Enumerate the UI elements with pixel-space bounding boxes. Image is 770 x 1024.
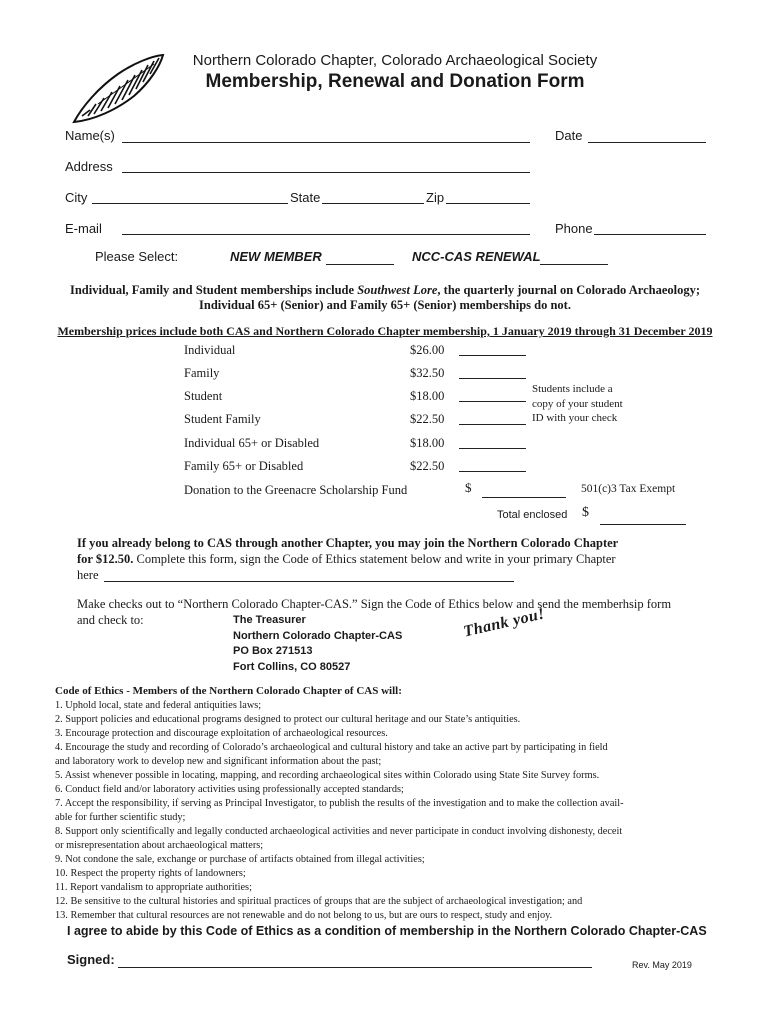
email-label: E-mail	[65, 221, 102, 236]
price-amount-field[interactable]	[459, 355, 526, 356]
price-name: Individual	[184, 343, 236, 357]
ethics-item: 10. Respect the property rights of landowners;	[55, 868, 246, 879]
names-label: Name(s)	[65, 128, 115, 143]
student-note: Students include a copy of your student ID with your check	[532, 383, 623, 424]
price-name: Student Family	[184, 412, 261, 426]
price-value: $22.50	[410, 412, 445, 426]
org-name: Northern Colorado Chapter, Colorado Archaeological Society	[192, 52, 598, 69]
state-label: State	[290, 190, 321, 205]
ethics-item: 2. Support policies and educational programs designed to protect our cultural heritage and our State’s antiquities.	[55, 714, 521, 725]
date-label: Date	[555, 128, 583, 143]
address-field[interactable]	[122, 172, 530, 173]
chapter-instructions: for $12.50. Complete this form, sign the Code of Ethics statement below and write in your primary Chapter	[77, 552, 616, 566]
renewal-label: NCC-CAS RENEWAL	[412, 249, 541, 264]
total-amount-field[interactable]	[600, 524, 686, 525]
mailing-instructions-2: and check to:	[77, 613, 144, 627]
city-label: City	[65, 190, 88, 205]
price-amount-field[interactable]	[459, 424, 526, 425]
revision-date: Rev. May 2019	[632, 960, 692, 970]
signed-label: Signed:	[67, 952, 115, 967]
phone-field[interactable]	[594, 234, 706, 235]
price-name: Family	[184, 366, 220, 380]
renewal-checkbox[interactable]	[540, 264, 608, 265]
price-value: $26.00	[410, 343, 445, 357]
price-amount-field[interactable]	[459, 448, 526, 449]
ethics-item: able for further scientific study;	[55, 812, 186, 823]
zip-field[interactable]	[446, 203, 530, 204]
ethics-item: 4. Encourage the study and recording of Colorado’s archaeological and cultural history and take an active part by participating in field	[55, 742, 608, 753]
donation-currency: $	[465, 480, 472, 495]
ethics-heading: Code of Ethics - Members of the Northern Colorado Chapter of CAS will:	[55, 685, 402, 697]
new-member-label: NEW MEMBER	[230, 249, 322, 264]
senior-notice: Individual 65+ (Senior) and Family 65+ (Senior) memberships do not.	[199, 298, 571, 312]
price-amount-field[interactable]	[459, 401, 526, 402]
ethics-item: 11. Report vandalism to appropriate authorities;	[55, 882, 252, 893]
ethics-item: 9. Not condone the sale, exchange or purchase of artifacts obtained from illegal activities;	[55, 854, 425, 865]
thank-you-text: Thank you!	[462, 605, 547, 641]
donation-label: Donation to the Greenacre Scholarship Fund	[184, 483, 408, 497]
chapter-notice: If you already belong to CAS through another Chapter, you may join the Northern Colorado Chapter	[77, 536, 619, 550]
price-amount-field[interactable]	[459, 471, 526, 472]
mailing-instructions: Make checks out to “Northern Colorado Chapter-CAS.” Sign the Code of Ethics below and send the memberhsip form	[77, 597, 672, 611]
price-name: Student	[184, 389, 223, 403]
price-value: $18.00	[410, 389, 445, 403]
price-amount-field[interactable]	[459, 378, 526, 379]
agree-statement: I agree to abide by this Code of Ethics as a condition of membership in the Northern Colorado Chapter-CAS	[67, 924, 707, 938]
ethics-item: 5. Assist whenever possible in locating, mapping, and recording archaeological sites within Colorado using State Site Survey forms.	[55, 770, 600, 781]
prices-heading: Membership prices include both CAS and Northern Colorado Chapter membership, 1 January 2019 through 31 December 2019	[57, 324, 713, 338]
ethics-item: 6. Conduct field and/or laboratory activities using professionally accepted standards;	[55, 784, 404, 795]
journal-notice: Individual, Family and Student memberships include Southwest Lore, the quarterly journal on Colorado Archaeology;	[69, 283, 701, 297]
primary-chapter-field[interactable]	[104, 581, 514, 582]
chapter-here-label: here	[77, 568, 99, 582]
donation-amount-field[interactable]	[482, 497, 566, 498]
zip-label: Zip	[426, 190, 445, 205]
price-name: Individual 65+ or Disabled	[184, 436, 320, 450]
date-field[interactable]	[588, 142, 706, 143]
state-field[interactable]	[322, 203, 424, 204]
email-field[interactable]	[122, 234, 530, 235]
ethics-item: 3. Encourage protection and discourage exploitation of archaeological resources.	[55, 728, 388, 739]
ethics-item: 13. Remember that cultural resources are not renewable and do not belong to us, but are ours to respect, study and enjoy.	[55, 910, 553, 921]
price-value: $18.00	[410, 436, 445, 450]
ethics-item: or misrepresentation about archaeological matters;	[55, 840, 264, 851]
tax-note: 501(c)3 Tax Exempt	[581, 483, 676, 495]
ethics-list	[55, 699, 735, 923]
total-currency: $	[582, 505, 589, 520]
names-field[interactable]	[122, 142, 530, 143]
price-name: Family 65+ or Disabled	[184, 459, 304, 473]
phone-label: Phone	[555, 221, 593, 236]
price-value: $32.50	[410, 366, 445, 380]
address-label: Address	[65, 159, 113, 174]
select-label: Please Select:	[95, 249, 179, 264]
form-title: Membership, Renewal and Donation Form	[205, 71, 585, 92]
price-value: $22.50	[410, 459, 445, 473]
ethics-item: 12. Be sensitive to the cultural histories and spiritual practices of groups that are the subject of archaeological investigation; and	[55, 896, 583, 907]
mailing-address: The Treasurer Northern Colorado Chapter-CAS PO Box 271513 Fort Collins, CO 80527	[233, 614, 403, 673]
ethics-item: and laboratory work to develop new and significant information about the past;	[55, 756, 382, 767]
city-field[interactable]	[92, 203, 288, 204]
signature-field[interactable]	[118, 967, 592, 968]
total-label: Total enclosed	[497, 509, 568, 521]
ethics-item: 8. Support only scientifically and legally conducted archaeological activities and never participate in conduct involving dishonesty, deceit	[55, 826, 623, 837]
ethics-item: 1. Uphold local, state and federal antiquities laws;	[55, 700, 262, 711]
ethics-item: 7. Accept the responsibility, if serving as Principal Investigator, to publish the results of the investigation and to make the collection avail-	[55, 798, 624, 809]
new-member-checkbox[interactable]	[326, 264, 394, 265]
